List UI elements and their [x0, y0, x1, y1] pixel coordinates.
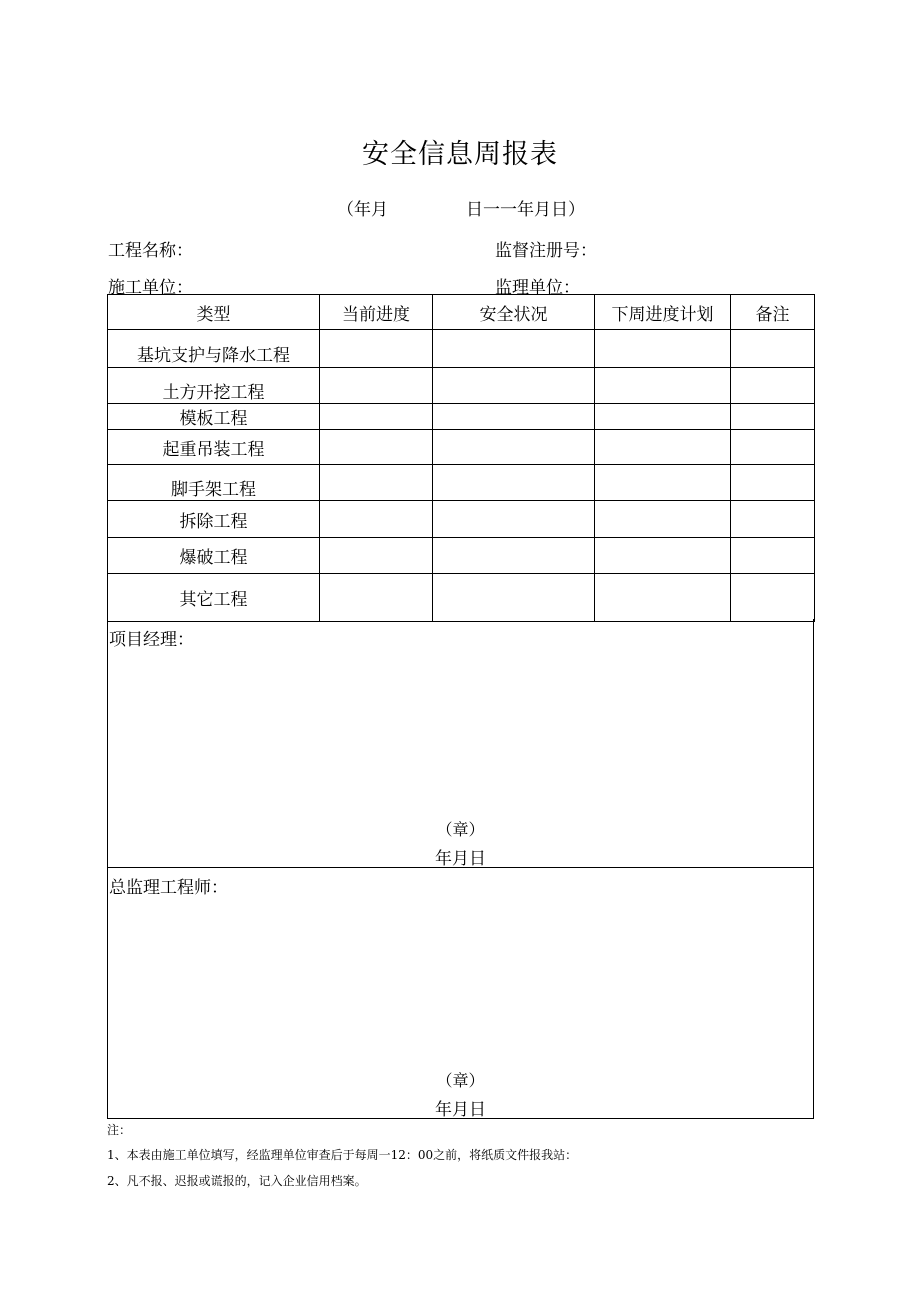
table-row	[108, 368, 815, 404]
current-progress-cell[interactable]	[320, 430, 433, 465]
header-current-progress: 当前进度	[320, 295, 433, 330]
next-week-plan-cell[interactable]	[595, 574, 731, 622]
table-row	[108, 574, 815, 622]
table-row	[108, 538, 815, 574]
next-week-plan-cell[interactable]	[595, 465, 731, 501]
table-row	[108, 430, 815, 465]
project-name-label: 工程名称：	[108, 241, 193, 261]
header-type: 类型	[108, 295, 320, 330]
period-end: 日一一年月日）	[466, 200, 585, 220]
project-manager-label: 项目经理：	[109, 630, 194, 650]
note-item-2: 2、凡不报、迟报或谎报的，记入企业信用档案。	[107, 1174, 367, 1188]
safety-status-cell[interactable]	[433, 501, 595, 538]
next-week-plan-cell[interactable]	[595, 430, 731, 465]
next-week-plan-cell[interactable]	[595, 330, 731, 368]
safety-report-table	[107, 294, 815, 622]
row-type-label: 拆除工程	[108, 501, 320, 538]
page-title: 安全信息周报表	[362, 139, 558, 170]
remarks-cell[interactable]	[731, 368, 815, 404]
supervisor-unit-label: 监理单位：	[495, 278, 580, 298]
safety-status-cell[interactable]	[433, 538, 595, 574]
current-progress-cell[interactable]	[320, 574, 433, 622]
table-row	[108, 501, 815, 538]
project-manager-section[interactable]	[107, 619, 814, 868]
safety-status-cell[interactable]	[433, 368, 595, 404]
chief-supervisor-section[interactable]	[107, 867, 814, 1119]
supervision-reg-no-label: 监督注册号：	[495, 241, 597, 261]
remarks-cell[interactable]	[731, 538, 815, 574]
row-type-label: 基坑支护与降水工程	[108, 330, 320, 368]
chief-supervisor-seal: （章）	[436, 1071, 485, 1090]
table-row	[108, 330, 815, 368]
note-item-1: 1、本表由施工单位填写，经监理单位审查后于每周一12：00之前，将纸质文件报我站：	[107, 1148, 578, 1162]
row-type-label: 其它工程	[108, 574, 320, 622]
header-next-week-plan: 下周进度计划	[595, 295, 731, 330]
next-week-plan-cell[interactable]	[595, 404, 731, 430]
next-week-plan-cell[interactable]	[595, 368, 731, 404]
project-manager-date: 年月日	[435, 849, 486, 869]
construction-unit-label: 施工单位：	[108, 278, 193, 298]
project-manager-seal: （章）	[436, 820, 485, 839]
current-progress-cell[interactable]	[320, 368, 433, 404]
safety-status-cell[interactable]	[433, 430, 595, 465]
table-row	[108, 404, 815, 430]
safety-status-cell[interactable]	[433, 574, 595, 622]
table-header-row	[108, 295, 815, 330]
next-week-plan-cell[interactable]	[595, 501, 731, 538]
current-progress-cell[interactable]	[320, 330, 433, 368]
row-type-label: 起重吊装工程	[108, 430, 320, 465]
notes-heading: 注：	[107, 1123, 132, 1137]
period-start: （年月	[337, 200, 388, 220]
row-type-label: 土方开挖工程	[108, 368, 320, 404]
row-type-label: 模板工程	[108, 404, 320, 430]
remarks-cell[interactable]	[731, 330, 815, 368]
current-progress-cell[interactable]	[320, 538, 433, 574]
safety-status-cell[interactable]	[433, 465, 595, 501]
safety-status-cell[interactable]	[433, 330, 595, 368]
current-progress-cell[interactable]	[320, 465, 433, 501]
header-remarks: 备注	[731, 295, 815, 330]
remarks-cell[interactable]	[731, 574, 815, 622]
table-row	[108, 465, 815, 501]
chief-supervisor-label: 总监理工程师：	[109, 878, 228, 898]
row-type-label: 脚手架工程	[108, 465, 320, 501]
chief-supervisor-date: 年月日	[435, 1100, 486, 1120]
remarks-cell[interactable]	[731, 430, 815, 465]
header-safety-status: 安全状况	[433, 295, 595, 330]
current-progress-cell[interactable]	[320, 404, 433, 430]
current-progress-cell[interactable]	[320, 501, 433, 538]
next-week-plan-cell[interactable]	[595, 538, 731, 574]
remarks-cell[interactable]	[731, 465, 815, 501]
remarks-cell[interactable]	[731, 501, 815, 538]
row-type-label: 爆破工程	[108, 538, 320, 574]
safety-status-cell[interactable]	[433, 404, 595, 430]
remarks-cell[interactable]	[731, 404, 815, 430]
